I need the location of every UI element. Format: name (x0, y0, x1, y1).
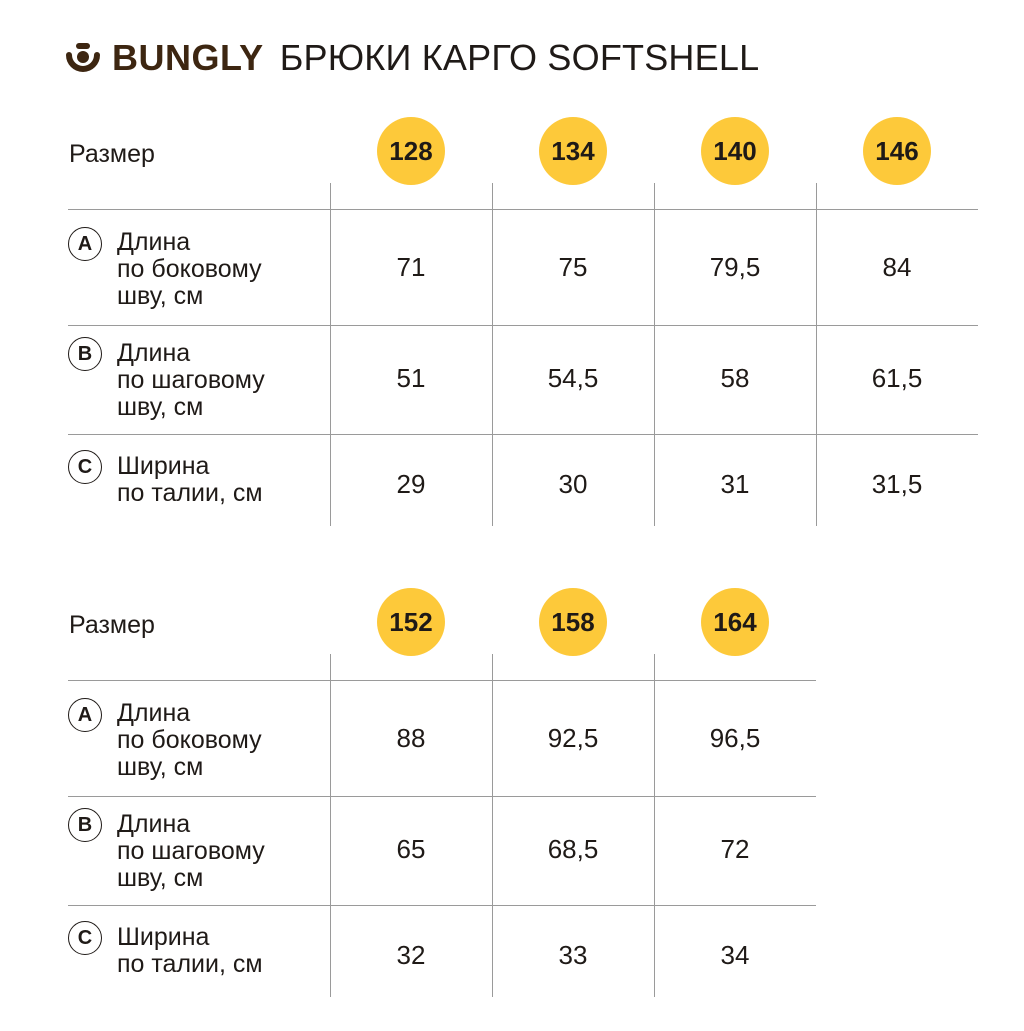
table-cell: 54,5 (547, 363, 599, 393)
brand-name: BUNGLY (112, 37, 264, 78)
size-badge: 152 (377, 588, 445, 656)
table-cell: 33 (558, 940, 588, 970)
table-cell: 32 (396, 940, 426, 970)
size-label: Размер (69, 611, 155, 639)
table-cell: 31,5 (871, 469, 923, 499)
row-label: Длина по боковому шву, см (117, 228, 262, 310)
product-title: БРЮКИ КАРГО SOFTSHELL (279, 37, 760, 78)
size-badge: 134 (539, 117, 607, 185)
table-cell: 75 (558, 252, 588, 282)
size-badge: 158 (539, 588, 607, 656)
row-label: Длина по боковому шву, см (117, 699, 262, 781)
row-letter-a: A (68, 698, 102, 732)
table-cell: 71 (396, 252, 426, 282)
table-cell: 84 (882, 252, 912, 282)
row-divider (68, 796, 816, 797)
row-divider (68, 434, 978, 435)
size-badge: 164 (701, 588, 769, 656)
row-divider (68, 680, 816, 681)
table-cell: 88 (396, 723, 426, 753)
table-cell: 34 (720, 940, 750, 970)
table-cell: 51 (396, 363, 426, 393)
row-letter-c: C (68, 450, 102, 484)
row-divider (68, 905, 816, 906)
size-badge: 128 (377, 117, 445, 185)
table-cell: 65 (396, 834, 426, 864)
row-letter-a: A (68, 227, 102, 261)
row-label: Ширина по талии, см (117, 923, 263, 978)
table-cell: 72 (720, 834, 750, 864)
table-cell: 61,5 (871, 363, 923, 393)
row-label: Ширина по талии, см (117, 452, 263, 507)
table-cell: 30 (558, 469, 588, 499)
table-cell: 68,5 (547, 834, 599, 864)
table-cell: 96,5 (709, 723, 761, 753)
row-label: Длина по шаговому шву, см (117, 810, 265, 892)
size-badge: 140 (701, 117, 769, 185)
row-letter-b: B (68, 808, 102, 842)
table-cell: 31 (720, 469, 750, 499)
row-divider (68, 325, 978, 326)
bungly-logo-icon (66, 41, 100, 75)
size-badge: 146 (863, 117, 931, 185)
page-header (66, 36, 759, 80)
row-letter-c: C (68, 921, 102, 955)
size-label: Размер (69, 140, 155, 168)
table-cell: 29 (396, 469, 426, 499)
row-divider (68, 209, 978, 210)
table-cell: 58 (720, 363, 750, 393)
row-label: Длина по шаговому шву, см (117, 339, 265, 421)
row-letter-b: B (68, 337, 102, 371)
table-cell: 79,5 (709, 252, 761, 282)
table-cell: 92,5 (547, 723, 599, 753)
